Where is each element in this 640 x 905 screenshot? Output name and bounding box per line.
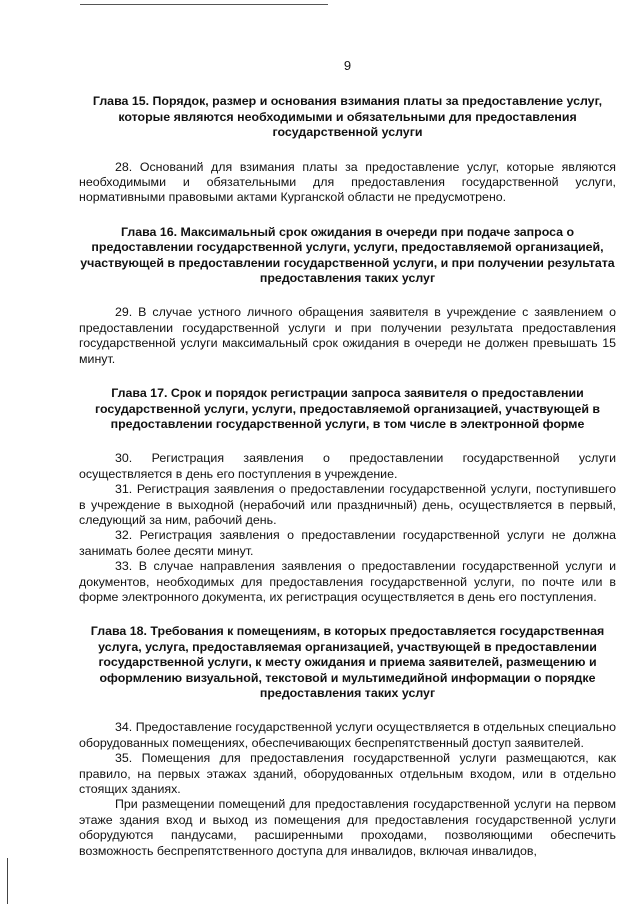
section-chapter-17 — [79, 386, 616, 605]
paragraph-29: 29. В случае устного личного обращения заявителя в учреждение с заявлением о предоставлении государственной услуги и при получении результата предоставления государственной услуги максимальный срок ожидания в очереди не должен превышать 15 минут. — [79, 305, 616, 366]
paragraph-32: 32. Регистрация заявления о предоставлении государственной услуги не должна занимать более десяти минут. — [79, 528, 616, 558]
document-page — [79, 58, 616, 878]
chapter-16-heading: Глава 16. Максимальный срок ожидания в очереди при подаче запроса о предоставлении государственной услуги, услуги, предоставляемой организацией, участвующей в предоставлении государственной услуги, и при получении результата предоставления таких услуг — [80, 224, 615, 286]
chapter-17-heading: Глава 17. Срок и порядок регистрации запроса заявителя о предоставлении государственной услуги, услуги, предоставляемой организацией, участвующей в предоставлении государственной услуги, в том числе в электронной форме — [94, 386, 601, 431]
section-chapter-18 — [79, 624, 616, 859]
paragraph-33: 33. В случае направления заявления о предоставлении государственной услуги и документов, необходимых для предоставления государственной услуги, по почте или в форме электронного документа, их регистрация осуществляется в день его поступления. — [79, 559, 616, 604]
chapter-15-heading: Глава 15. Порядок, размер и основания взимания платы за предоставление услуг, которые являются необходимыми и обязательными для предоставления государственной услуги — [92, 94, 603, 140]
left-margin-line — [7, 858, 8, 904]
paragraph-35: 35. Помещения для предоставления государственной услуги размещаются, как правило, на первых этажах зданий, оборудованных отдельным входом, или в отдельно стоящих зданиях. — [79, 751, 616, 797]
top-rule — [80, 4, 328, 5]
paragraph-34: 34. Предоставление государственной услуги осуществляется в отдельных специально оборудованных помещениях, обеспечивающих беспрепятственный доступ заявителей. — [79, 720, 616, 750]
paragraph-28: 28. Оснований для взимания платы за предоставление услуг, которые являются необходимыми и обязательными для предоставления государственной услуги, нормативными правовыми актами Курганской области не предусмотрено. — [79, 159, 616, 205]
paragraph-31: 31. Регистрация заявления о предоставлении государственной услуги, поступившего в учреждение в выходной (нерабочий или праздничный) день, осуществляется в первый, следующий за ним, рабочий день. — [79, 482, 616, 527]
paragraph-35-continued: При размещении помещений для предоставления государственной услуги на первом этаже здания вход и выход из помещения для предоставления государственной услуги оборудуются пандусами, расширенными проходами, позволяющими обеспечить возможность беспрепятственного доступа для инвалидов, включая инвалидов, — [79, 797, 616, 858]
page-number: 9 — [343, 58, 352, 73]
chapter-18-heading: Глава 18. Требования к помещениям, в которых предоставляется государственная услуга, услуга, предоставляемая организацией, участвующей в предоставлении государственной услуги, к месту ожидания и приема заявителей, размещению и оформлению визуальной, текстовой и мультимедийной информации о порядке предоставления таких услуг — [90, 624, 605, 700]
section-chapter-15 — [79, 94, 616, 205]
section-chapter-16 — [79, 225, 616, 367]
paragraph-30: 30. Регистрация заявления о предоставлении государственной услуги осуществляется в день его поступления в учреждение. — [79, 451, 616, 481]
